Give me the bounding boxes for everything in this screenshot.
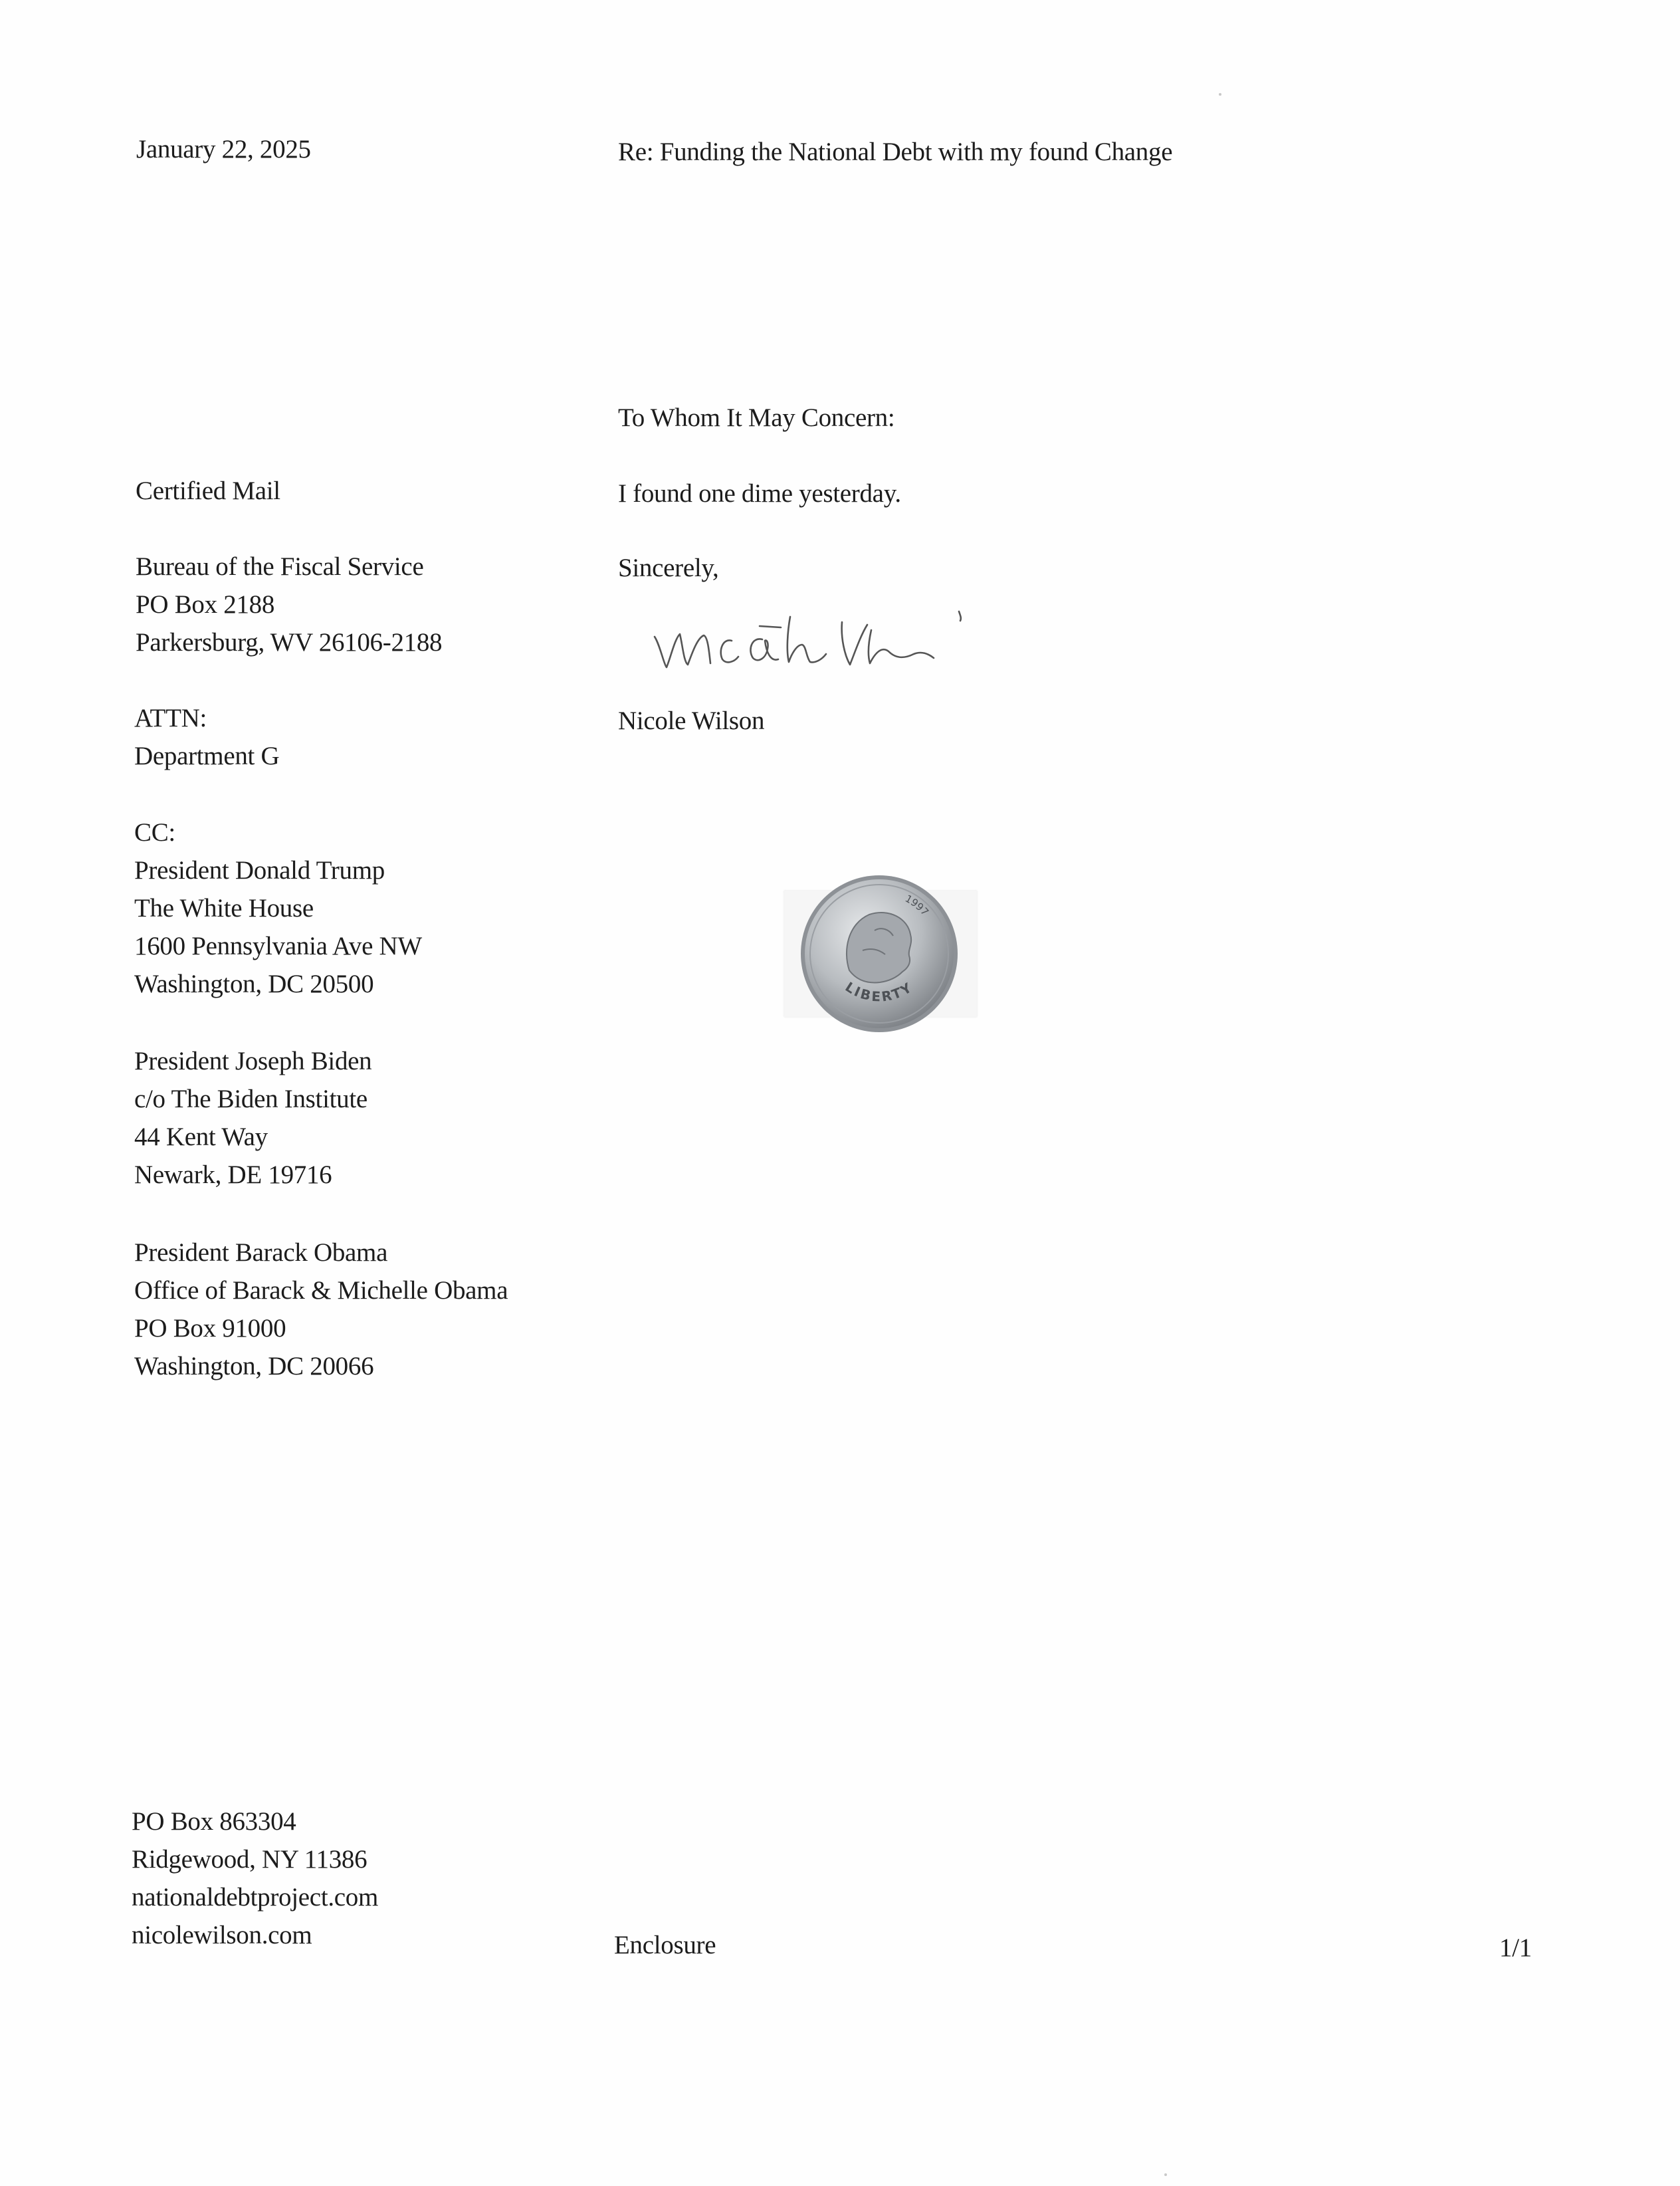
coin-year: 1997 <box>902 892 932 919</box>
letter-subject: Re: Funding the National Debt with my found Change <box>618 138 1173 166</box>
cc-recipient-obama <box>134 1234 508 1385</box>
attention-block <box>134 699 279 775</box>
dime-coin-icon <box>796 871 962 1037</box>
address-line: President Barack Obama <box>134 1238 388 1267</box>
address-line: President Donald Trump <box>134 856 385 885</box>
address-line: PO Box 91000 <box>134 1314 286 1343</box>
signer-name: Nicole Wilson <box>618 707 765 735</box>
address-line: 44 Kent Way <box>134 1123 268 1151</box>
address-line: c/o The Biden Institute <box>134 1085 368 1113</box>
handwritten-signature-icon <box>648 598 980 685</box>
letter-date: January 22, 2025 <box>136 135 311 164</box>
address-line: Bureau of the Fiscal Service <box>136 552 424 581</box>
letter-body: I found one dime yesterday. <box>618 479 901 508</box>
address-line: The White House <box>134 894 314 923</box>
cc-recipient-biden <box>134 1042 371 1194</box>
address-line: President Joseph Biden <box>134 1047 372 1075</box>
enclosure-note: Enclosure <box>614 1931 716 1959</box>
address-line: Ridgewood, NY 11386 <box>132 1845 368 1874</box>
cc-recipient-trump <box>134 814 422 1003</box>
address-line: PO Box 2188 <box>136 590 275 619</box>
recipient-address <box>136 548 442 661</box>
address-line: Office of Barack & Michelle Obama <box>134 1276 508 1305</box>
enclosed-dime <box>771 864 984 1050</box>
salutation: To Whom It May Concern: <box>618 403 895 432</box>
address-line: Parkersburg, WV 26106-2188 <box>136 628 443 657</box>
cc-label: CC: <box>134 818 175 847</box>
closing: Sincerely, <box>618 554 719 582</box>
address-line: PO Box 863304 <box>132 1807 296 1836</box>
attn-department: Department G <box>134 742 280 770</box>
website-line: nicolewilson.com <box>132 1921 312 1949</box>
address-line: Washington, DC 20066 <box>134 1352 374 1380</box>
address-line: Washington, DC 20500 <box>134 970 374 998</box>
page-number: 1/1 <box>1499 1933 1532 1962</box>
address-line: Newark, DE 19716 <box>134 1160 332 1189</box>
scan-speck <box>1164 2173 1167 2176</box>
coin-legend-liberty: LIBERTY <box>842 978 916 1005</box>
website-line: nationaldebtproject.com <box>132 1883 379 1912</box>
address-line: 1600 Pennsylvania Ave NW <box>134 932 422 960</box>
attn-label: ATTN: <box>134 704 207 732</box>
scan-speck <box>1219 93 1221 96</box>
sender-address <box>132 1803 378 1954</box>
delivery-method: Certified Mail <box>136 477 280 505</box>
